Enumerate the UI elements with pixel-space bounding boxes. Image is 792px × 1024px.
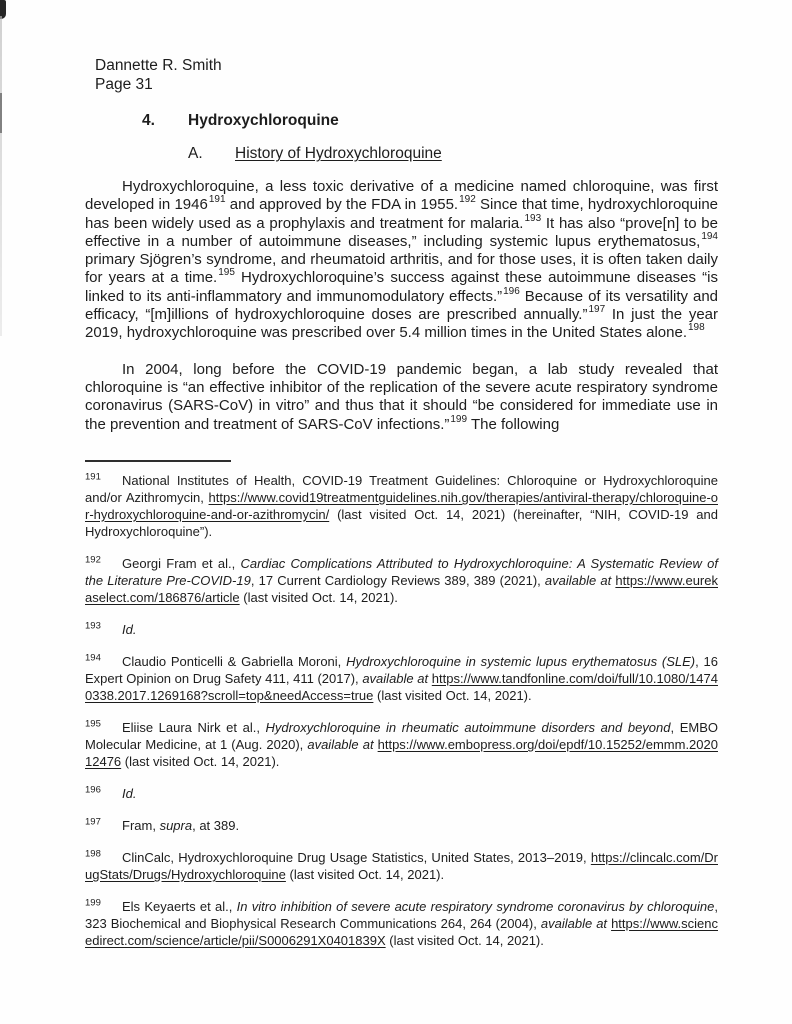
footnote [85,719,718,770]
italic-text-run: Hydroxychloroquine in rheumatic autoimmune disorders and beyond [265,720,671,735]
footnote-ref: 193 [524,212,542,224]
text-run: (last visited Oct. 14, 2021). [285,867,445,882]
footnote [85,472,718,540]
italic-text-run: available at [362,671,429,686]
section-title: Hydroxychloroquine [188,112,339,129]
text-run: (last visited Oct. 14, 2021). [239,590,398,605]
italic-text-run: supra [159,818,193,833]
text-run: and approved by the FDA in 1955. [225,196,459,214]
text-run: Claudio Ponticelli & Gabriella Moroni, [122,654,347,669]
footnote-separator [85,460,231,462]
text-run: The following [467,415,560,433]
subsection-heading [85,145,442,163]
text-run: (last visited Oct. 14, 2021). [121,754,280,769]
footnote-ref: 198 [688,322,705,334]
footnote [85,653,718,704]
text-run: National Institutes of Health, COVID-19 Treatment Guidelines: Chloroquine or Hydroxychloroquine and/or Azithromycin, [85,473,718,505]
footnotes [85,472,718,964]
body-paragraph [85,178,718,343]
text-run: Hydroxychloroquine, a less toxic derivative of a medicine named chloroquine, was first developed in 1946 [85,178,718,214]
text-run: In just the year 2019, hydroxychloroquine was prescribed over 5.4 million times in the United States alone. [85,306,719,342]
footnote [85,555,718,606]
italic-text-run: Hydroxychloroquine in systemic lupus erythematosus (SLE) [346,654,696,669]
text-run: , at 389. [192,818,240,833]
text-run: In 2004, long before the COVID-19 pandemic began, a lab study revealed that chloroquine is “an effective inhibitor of the replication of the severe acute respiratory syndrome coronavirus (SARS-CoV) in vitro” and thus that it should “be considered for immediate use in the prevention and treatment of SARS-CoV infections.” [85,360,718,433]
footnote-ref: 195 [218,267,235,279]
footnote-number: 199 [85,897,101,909]
text-run: , EMBO Molecular Medicine, at 1 (Aug. 2020), [85,720,718,752]
text-run: Eliise Laura Nirk et al., [122,720,266,735]
text-run: , 323 Biochemical and Biophysical Research Communications 264, 264 (2004), [85,899,718,931]
footnote-url: https://clincalc.com/DrugStats/Drugs/Hydroxychloroquine [85,850,718,882]
footnote-number: 191 [85,471,101,483]
footnote-url: https://www.tandfonline.com/doi/full/10.1080/14740338.2017.1269168?scroll=top&needAccess=true [85,671,718,703]
text-run: Since that time, hydroxychloroquine has been widely used as a prophylaxis and treatment for malaria. [85,196,719,232]
footnote [85,817,718,834]
footnote [85,898,718,949]
footnote [85,849,718,883]
footnote-ref: 196 [503,285,520,297]
header-page-number: Page 31 [95,75,153,93]
footnote [85,621,718,638]
section-heading [85,112,339,130]
footnote-number: 195 [85,718,101,730]
subsection-title: History of Hydroxychloroquine [235,145,442,162]
text-run: , 17 Current Cardiology Reviews 389, 389 (2021), [250,573,545,588]
italic-text-run: available at [540,916,608,931]
footnote-ref: 199 [450,413,468,425]
section-number: 4. [142,112,155,129]
body-paragraph [85,361,718,434]
text-run: Hydroxychloroquine’s success against these autoimmune diseases “is linked to its anti-inflammatory and immunomodulatory effects.” [85,269,718,305]
scan-edge-dark-artifact [0,93,2,133]
text-run: Fram, [122,818,160,833]
subsection-letter: A. [188,145,203,162]
italic-text-run: available at [307,737,374,752]
italic-text-run: In vitro inhibition of severe acute respiratory syndrome coronavirus by chloroquine [236,899,715,914]
italic-text-run: Id. [122,786,137,801]
footnote-url: https://www.covid19treatmentguidelines.nih.gov/therapies/antiviral-therapy/chloroquine-or-hydroxychloroquine-and-or-azithromycin/ [85,490,718,522]
text-run: Els Keyaerts et al., [122,899,237,914]
text-run: primary Sjögren’s syndrome, and rheumatoid arthritis, and for those uses, it is often taken daily for years at a time. [85,251,718,287]
text-run: (last visited Oct. 14, 2021). [373,688,532,703]
body-text [85,178,718,452]
text-run: Because of its versatility and efficacy, “[m]illions of hydroxychloroquine doses are prescribed annually.” [85,287,719,324]
scan-edge-line-artifact [0,16,2,336]
footnote [85,785,718,802]
footnote-url: https://www.eurekaselect.com/186876/article [85,573,718,605]
footnote-ref: 197 [588,304,606,316]
footnote-number: 194 [85,652,101,664]
header-recipient-name: Dannette R. Smith [95,57,222,74]
footnote-ref: 192 [459,194,476,206]
footnote-number: 192 [85,554,101,566]
text-run: Georgi Fram et al., [122,556,241,571]
footnote-url: https://www.sciencedirect.com/science/article/pii/S0006291X0401839X [85,916,718,948]
footnote-url: https://www.embopress.org/doi/epdf/10.15252/emmm.202012476 [85,737,718,769]
text-run: It has also “prove[n] to be effective in a number of autoimmune diseases,” including systemic lupus erythematosus, [85,214,718,250]
footnote-number: 196 [85,784,101,796]
footnote-number: 193 [85,620,101,632]
footnote-number: 197 [85,816,101,828]
text-run: (last visited Oct. 14, 2021) (hereinafter, “NIH, COVID-19 and Hydroxychloroquine”). [85,507,718,539]
italic-text-run: Cardiac Complications Attributed to Hydroxychloroquine: A Systematic Review of the Literature Pre-COVID-19 [85,556,718,588]
footnote-ref: 194 [701,230,718,242]
text-run: (last visited Oct. 14, 2021). [385,933,544,948]
footnote-ref: 191 [208,194,226,206]
page-header [95,57,222,94]
text-run: ClinCalc, Hydroxychloroquine Drug Usage Statistics, United States, 2013–2019, [122,850,591,865]
italic-text-run: available at [544,573,612,588]
footnote-number: 198 [85,848,101,860]
italic-text-run: Id. [122,622,137,637]
text-run: , 16 Expert Opinion on Drug Safety 411, 411 (2017), [85,654,718,686]
